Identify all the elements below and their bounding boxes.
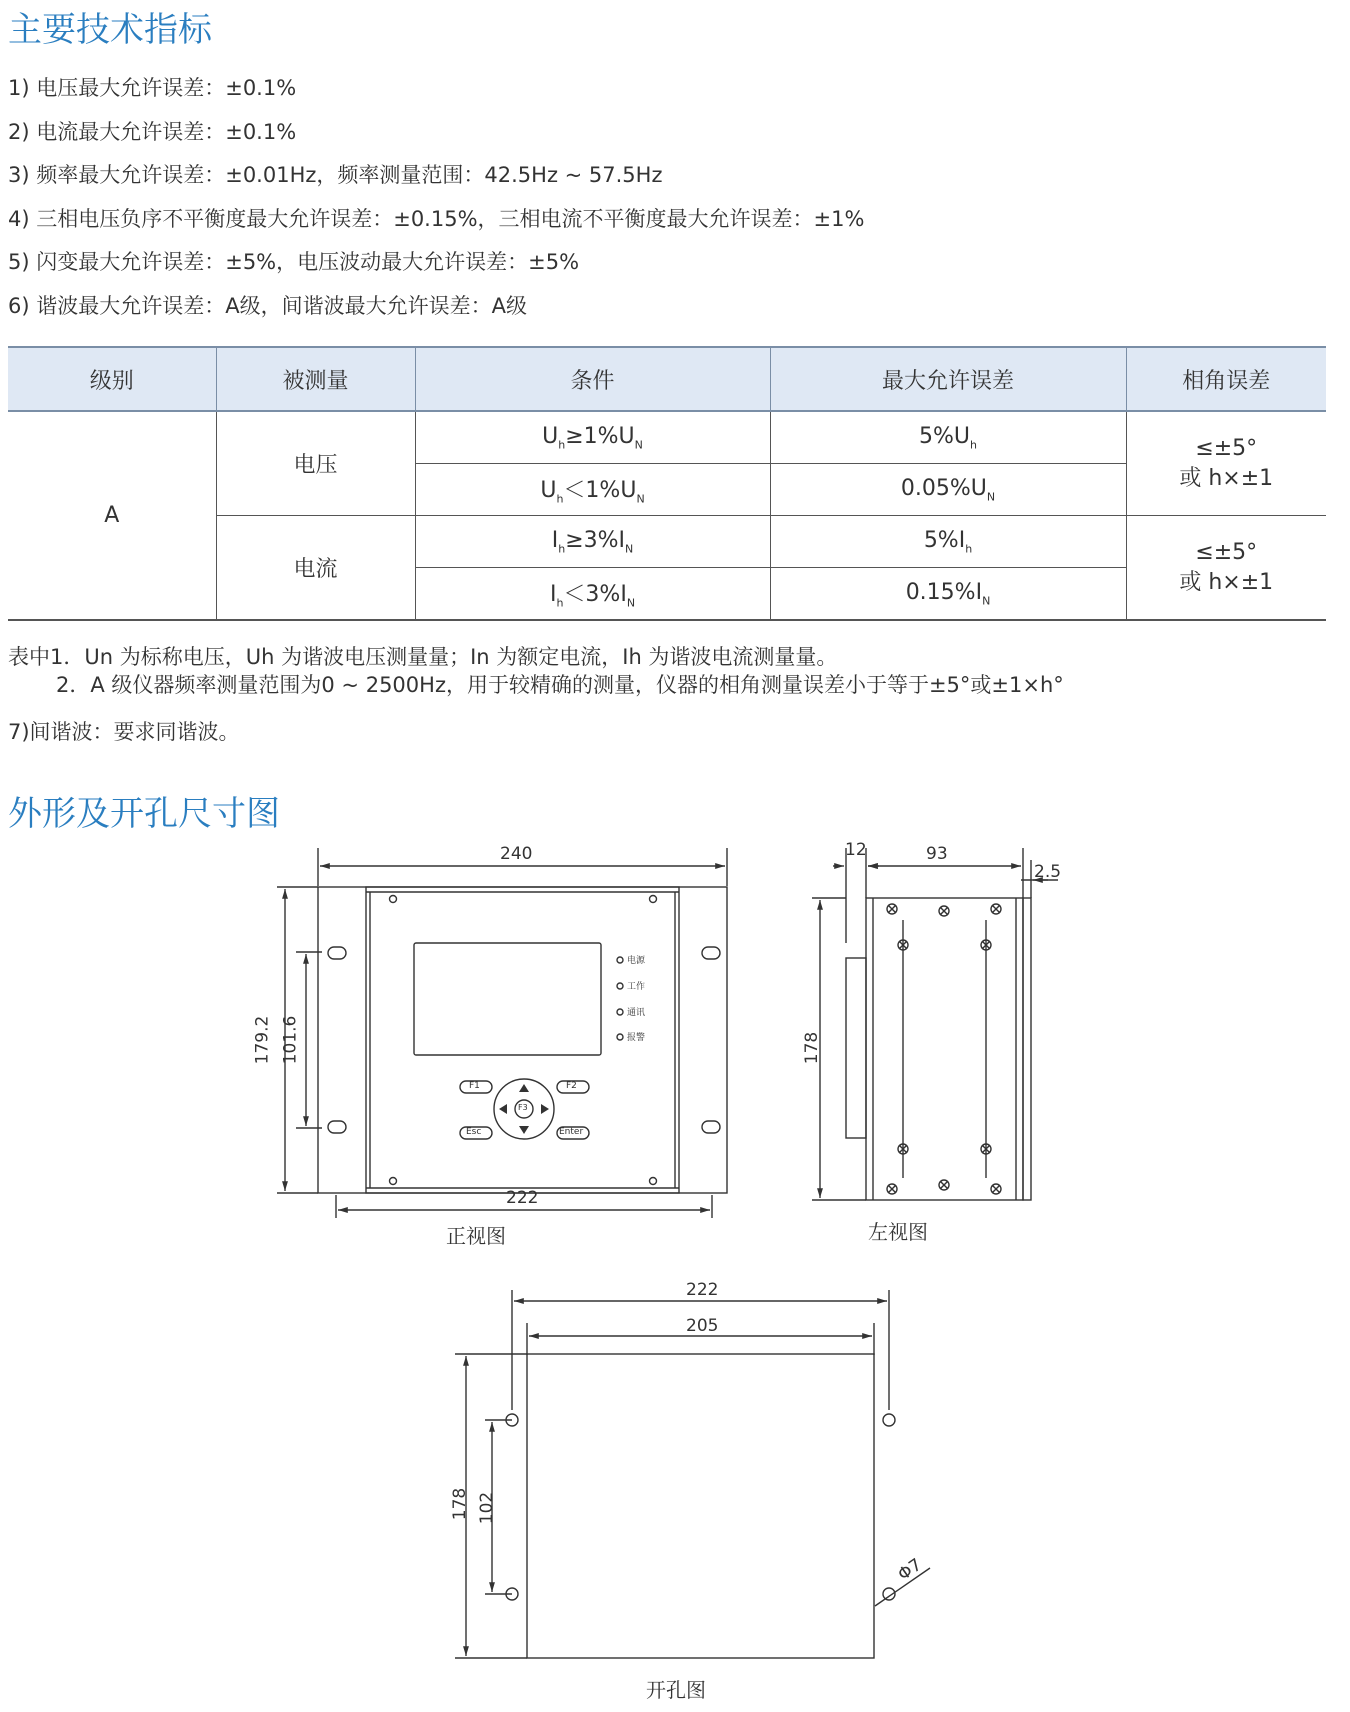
header-level: 级别 — [8, 347, 216, 411]
header-quantity: 被测量 — [216, 347, 415, 411]
dim-cutout-holes: 102 — [477, 1491, 498, 1525]
cutout-caption: 开孔图 — [646, 1678, 706, 1702]
table-header-row — [8, 347, 1326, 411]
cell-condition: $I_h<3\%I_N$ — [415, 568, 770, 621]
cell-max-error: $5\%I_h$ — [770, 516, 1126, 568]
spec-line-7: 7)间谐波：要求同谐波。 — [8, 720, 240, 744]
led-label-power: 电源 — [627, 956, 646, 966]
dim-side-front: 12 — [845, 840, 867, 860]
cell-condition: $U_h<1\%U_N$ — [415, 464, 770, 516]
dim-cutout-outer: 222 — [686, 1280, 719, 1300]
spec-line-6: 6) 谐波最大允许误差：A级，间谐波最大允许误差：A级 — [8, 294, 527, 318]
key-label-f1: F1 — [469, 1081, 480, 1091]
header-phase-error: 相角误差 — [1126, 347, 1326, 411]
dim-front-width: 240 — [500, 844, 533, 864]
side-view-drawing — [812, 848, 1058, 1200]
cell-level: A — [8, 411, 216, 620]
table-note-2: 2．A 级仪器频率测量范围为0 ~ 2500Hz，用于较精确的测量，仪器的相角测量误差小于等于±5°或±1×h° — [56, 673, 1064, 697]
spec-line-3: 3) 频率最大允许误差：±0.01Hz，频率测量范围：42.5Hz ~ 57.5Hz — [8, 163, 663, 187]
dim-side-depth: 93 — [926, 844, 948, 864]
key-label-esc: Esc — [466, 1127, 482, 1137]
dim-cutout-inner: 205 — [686, 1316, 719, 1336]
key-label-enter: Enter — [559, 1127, 584, 1137]
cell-max-error: $0.15\%I_N$ — [770, 568, 1126, 621]
key-label-f2: F2 — [566, 1081, 577, 1091]
dim-front-inner: 101.6 — [280, 1015, 301, 1065]
cutout-drawing — [455, 1290, 930, 1658]
dim-cutout-hole-dia: Φ7 — [894, 1554, 926, 1586]
cell-phase-error: ≤±5° 或 h×±1 — [1126, 411, 1326, 516]
section-title-specs: 主要技术指标 — [8, 10, 212, 50]
header-max-error: 最大允许误差 — [770, 347, 1126, 411]
front-view-drawing — [277, 848, 727, 1218]
cell-condition: $U_h\ge 1\%U_N$ — [415, 411, 770, 464]
header-condition: 条件 — [415, 347, 770, 411]
side-view-caption: 左视图 — [868, 1220, 928, 1244]
cell-quantity-current: 电流 — [216, 516, 415, 621]
lcd-screen — [414, 943, 601, 1055]
dim-side-height: 178 — [802, 1031, 823, 1065]
front-view-caption: 正视图 — [446, 1224, 506, 1248]
cell-condition: $I_h\ge 3\%I_N$ — [415, 516, 770, 568]
dim-side-back: 2.5 — [1034, 862, 1062, 882]
led-label-run: 工作 — [627, 982, 646, 992]
harmonic-accuracy-table — [8, 346, 1326, 621]
spec-line-4: 4) 三相电压负序不平衡度最大允许误差：±0.15%，三相电流不平衡度最大允许误差：±1% — [8, 207, 865, 231]
dim-front-height: 179.2 — [252, 1015, 273, 1065]
cell-max-error: $5\%U_h$ — [770, 411, 1126, 464]
cell-max-error: $0.05\%U_N$ — [770, 464, 1126, 516]
cell-quantity-voltage: 电压 — [216, 411, 415, 516]
spec-line-2: 2) 电流最大允许误差：±0.1% — [8, 120, 297, 144]
led-label-comm: 通讯 — [627, 1008, 646, 1018]
table-note-1: 表中1．Un 为标称电压，Uh 为谐波电压测量量；In 为额定电流，Ih 为谐波电流测量量。 — [8, 645, 838, 669]
dim-front-bottom: 222 — [506, 1188, 539, 1208]
led-label-alarm: 报警 — [627, 1033, 646, 1043]
dim-cutout-height: 178 — [450, 1487, 471, 1521]
cell-phase-error: ≤±5° 或 h×±1 — [1126, 516, 1326, 621]
table-row — [8, 411, 1326, 464]
section-title-dimensions: 外形及开孔尺寸图 — [8, 794, 280, 834]
key-label-f3: F3 — [518, 1103, 528, 1112]
spec-line-5: 5) 闪变最大允许误差：±5%，电压波动最大允许误差：±5% — [8, 250, 580, 274]
spec-line-1: 1) 电压最大允许误差：±0.1% — [8, 76, 297, 100]
